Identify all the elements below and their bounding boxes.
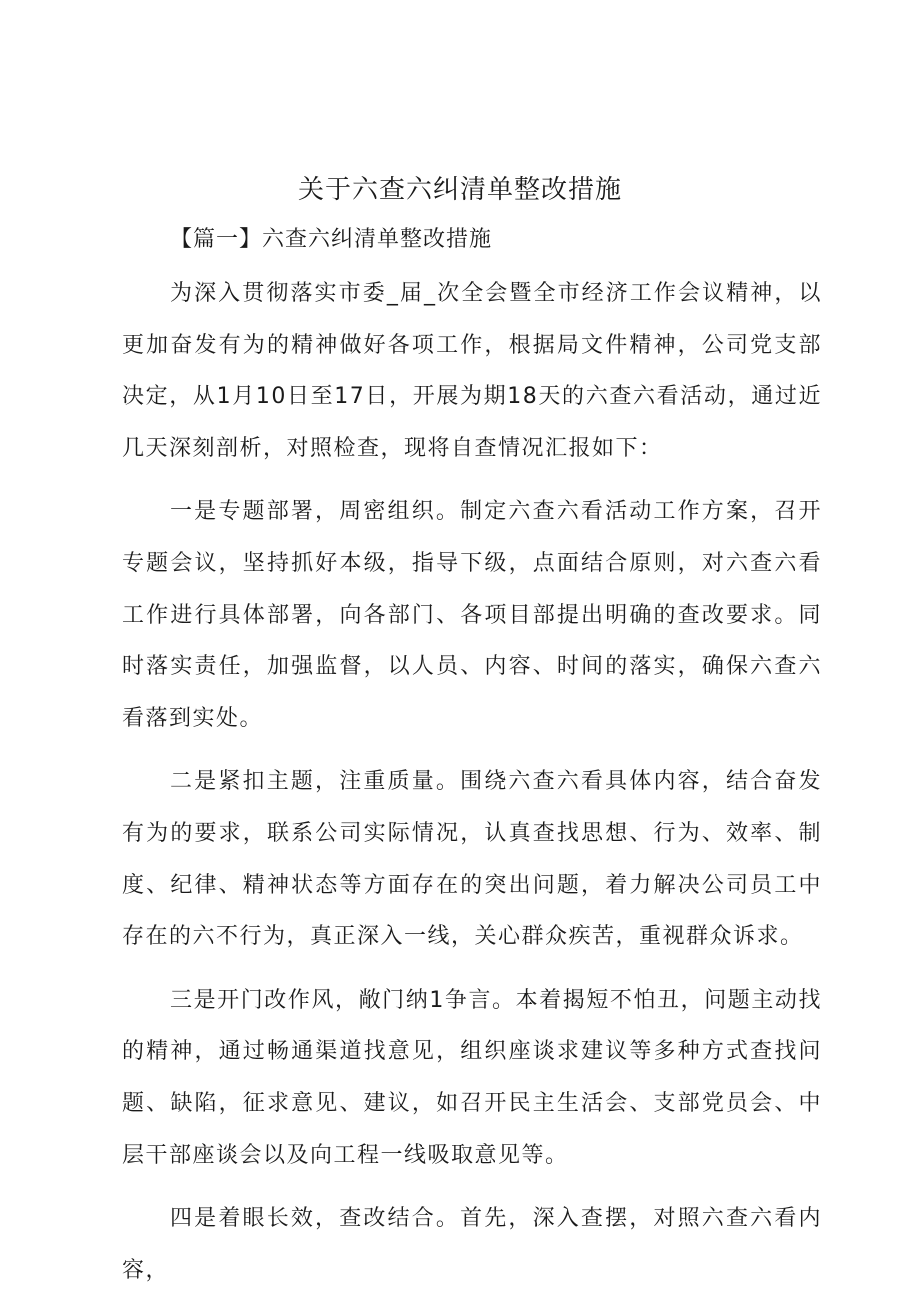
paragraph-point-four: 四是着眼长效，查改结合。首先，深入查摆，对照六查六看内容， — [122, 1206, 822, 1283]
paragraph-point-one: 一是专题部署，周密组织。制定六查六看活动工作方案，召开专题会议，坚持抓好本级，指导下级，点面结合原则，对六查六看工作进行具体部署，向各部门、各项目部提出明确的查改要求。同时落实责任，加强监督，以人员、内容、时间的落实，确保六查六看落到实处。 — [122, 499, 822, 731]
document-body — [122, 268, 822, 1308]
document-title: 关于六查六纠清单整改措施 — [297, 175, 622, 205]
paragraph-intro: 为深入贯彻落实市委_届_次全会暨全市经济工作会议精神，以更加奋发有为的精神做好各项工作，根据局文件精神，公司党支部决定，从1月10日至17日，开展为期18天的六查六看活动，通过近几天深刻剖析，对照检查，现将自查情况汇报如下： — [122, 281, 822, 461]
section-heading: 【篇一】六查六纠清单整改措施 — [170, 227, 493, 252]
paragraph-point-two: 二是紧扣主题，注重质量。围绕六查六看具体内容，结合奋发有为的要求，联系公司实际情况，认真查找思想、行为、效率、制度、纪律、精神状态等方面存在的突出问题，着力解决公司员工中存在的六不行为，真正深入一线，关心群众疾苦，重视群众诉求。 — [122, 769, 822, 950]
paragraph-point-three: 三是开门改作风，敞门纳1争言。本着揭短不怕丑，问题主动找的精神，通过畅通渠道找意见，组织座谈求建议等多种方式查找问题、缺陷，征求意见、建议，如召开民主生活会、支部党员会、中层干部座谈会以及向工程一线吸取意见等。 — [122, 987, 822, 1168]
